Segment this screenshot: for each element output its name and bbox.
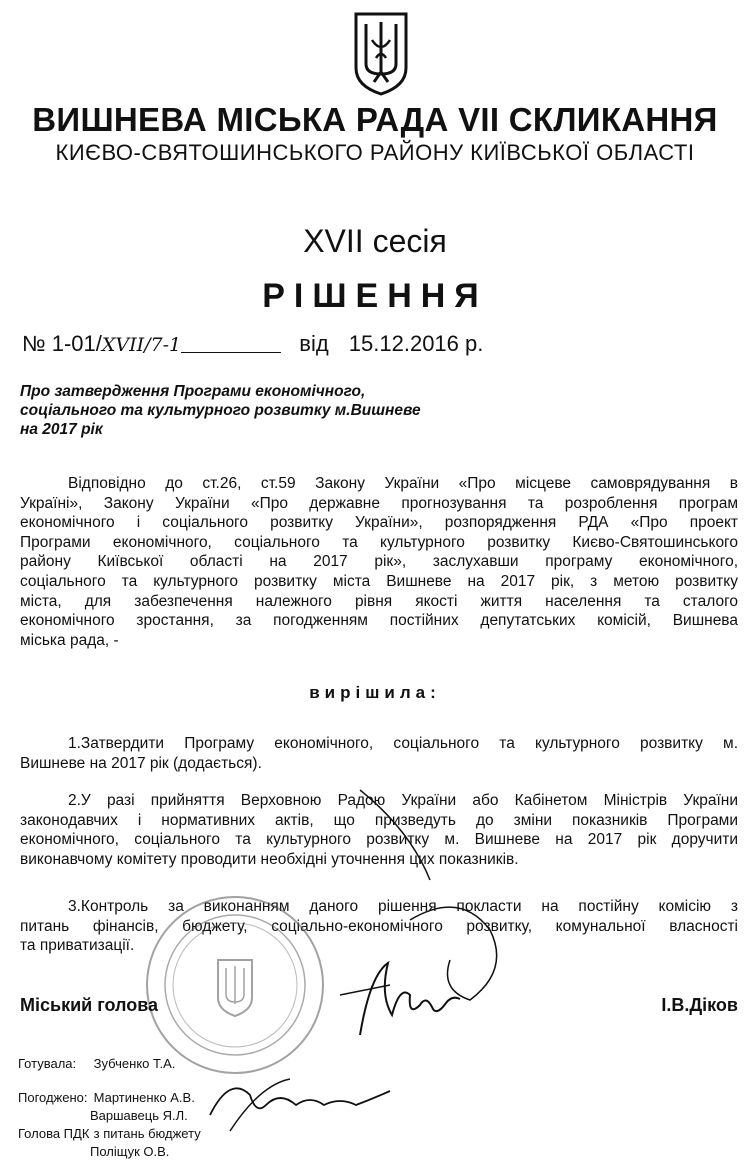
pdk-row: [18, 1125, 201, 1142]
decision-subject: [20, 382, 460, 439]
paragraph-line: Україні», Закону України «Про державне прогнозування та розроблення програм: [20, 494, 738, 512]
paragraph-line: та приватизації.: [20, 937, 135, 955]
paragraph-line: 3.Контроль за виконанням даного рішення покласти на постійну комісію з: [68, 898, 738, 915]
agreed-row-2: [90, 1107, 188, 1124]
decision-date: 15.12.2016 р.: [348, 331, 484, 356]
preamble-paragraph: [20, 474, 738, 650]
pdk-name-row: [90, 1143, 169, 1160]
item-3: [20, 897, 738, 956]
pdk-name: Поліщук О.В.: [90, 1144, 170, 1159]
official-stamp-icon: [140, 890, 330, 1080]
paragraph-line: економічного зростання, за погодженням постійних депутатських комісій, Вишнева: [20, 612, 738, 630]
agreed-row: [18, 1089, 195, 1106]
prepared-name: Зубченко Т.А.: [93, 1056, 176, 1071]
number-underline: [181, 334, 281, 353]
paragraph-line: міська рада, -: [20, 631, 119, 649]
mayor-title: Міський голова: [20, 995, 159, 1015]
district-name: КИЄВО-СВЯТОШИНСЬКОГО РАЙОНУ КИЇВСЬКОЇ ОБЛАСТІ: [55, 140, 695, 165]
prepared-label: Готувала:: [18, 1056, 77, 1071]
paragraph-line: Програми економічного, соціального та культурного розвитку Києво-Святошинського: [20, 533, 738, 551]
pdk-text: з питань бюджету: [93, 1126, 201, 1141]
approval-signature-icon: [200, 1065, 400, 1135]
paragraph-line: міста, для забезпечення належного рівня якості життя населення та сталого: [20, 592, 738, 610]
paragraph-line: економічного і соціального розвитку України», розпорядження РДА «Про проект: [20, 514, 738, 532]
paragraph-line: законодавчих і нормативних актів, що призведуть до зміни показників Програми: [20, 811, 738, 829]
prepared-by-row: [18, 1055, 175, 1072]
paragraph-line: 2.У разі прийняття Верховною Радою України або Кабінетом Міністрів України: [68, 792, 738, 809]
mayor-name: І.В.Діков: [661, 995, 738, 1015]
paragraph-line: 1.Затвердити Програму економічного, соціального та культурного розвитку м.: [68, 735, 738, 752]
decision-title: РІШЕННЯ: [262, 277, 488, 315]
pdk-label: Голова ПДК: [18, 1126, 90, 1141]
subject-line: на 2017 рік: [20, 421, 103, 438]
trident-emblem-icon: [352, 10, 410, 96]
subject-line: соціального та культурного розвитку м.Вишневе: [20, 402, 421, 419]
agreed-name: Варшавець Я.Л.: [90, 1108, 188, 1123]
paragraph-line: питань фінансів, бюджету, соціально-економічного розвитку, комунальної власності: [20, 917, 738, 935]
paragraph-line: Вишневе на 2017 рік (додається).: [20, 754, 262, 772]
signature-row: [20, 995, 738, 1021]
signature-stroke-icon: [340, 770, 460, 890]
decision-number-row: [22, 330, 483, 359]
paragraph-line: району Київської області на 2017 рік», заслухавши програму економічного,: [20, 553, 738, 571]
council-name: ВИШНЕВА МІСЬКА РАДА VII СКЛИКАННЯ: [32, 101, 718, 138]
item-1: [20, 734, 738, 773]
agreed-label: Погоджено:: [18, 1090, 88, 1105]
paragraph-line: економічного, соціального та культурного розвитку м. Вишневе на 2017 рік доручити: [20, 831, 738, 849]
paragraph-line: виконавчому комітету проводити необхідні уточнення цих показників.: [20, 850, 519, 868]
agreed-name: Мартиненко А.В.: [93, 1090, 195, 1105]
paragraph-line: Відповідно до ст.26, ст.59 Закону України «Про місцеве самоврядування в: [68, 475, 738, 492]
subject-line: Про затвердження Програми економічного,: [20, 383, 366, 400]
signature-loop-icon: [400, 880, 520, 1010]
number-prefix: № 1-01/: [22, 331, 102, 356]
from-label: від: [299, 331, 329, 356]
number-handwritten: XVII/7-1: [101, 334, 182, 356]
session-title: XVII сесія: [303, 223, 447, 259]
paragraph-line: соціального та культурного розвитку міста Вишневе на 2017 рік, з метою розвитку: [20, 572, 738, 590]
resolved-heading: вирішила:: [309, 683, 441, 702]
